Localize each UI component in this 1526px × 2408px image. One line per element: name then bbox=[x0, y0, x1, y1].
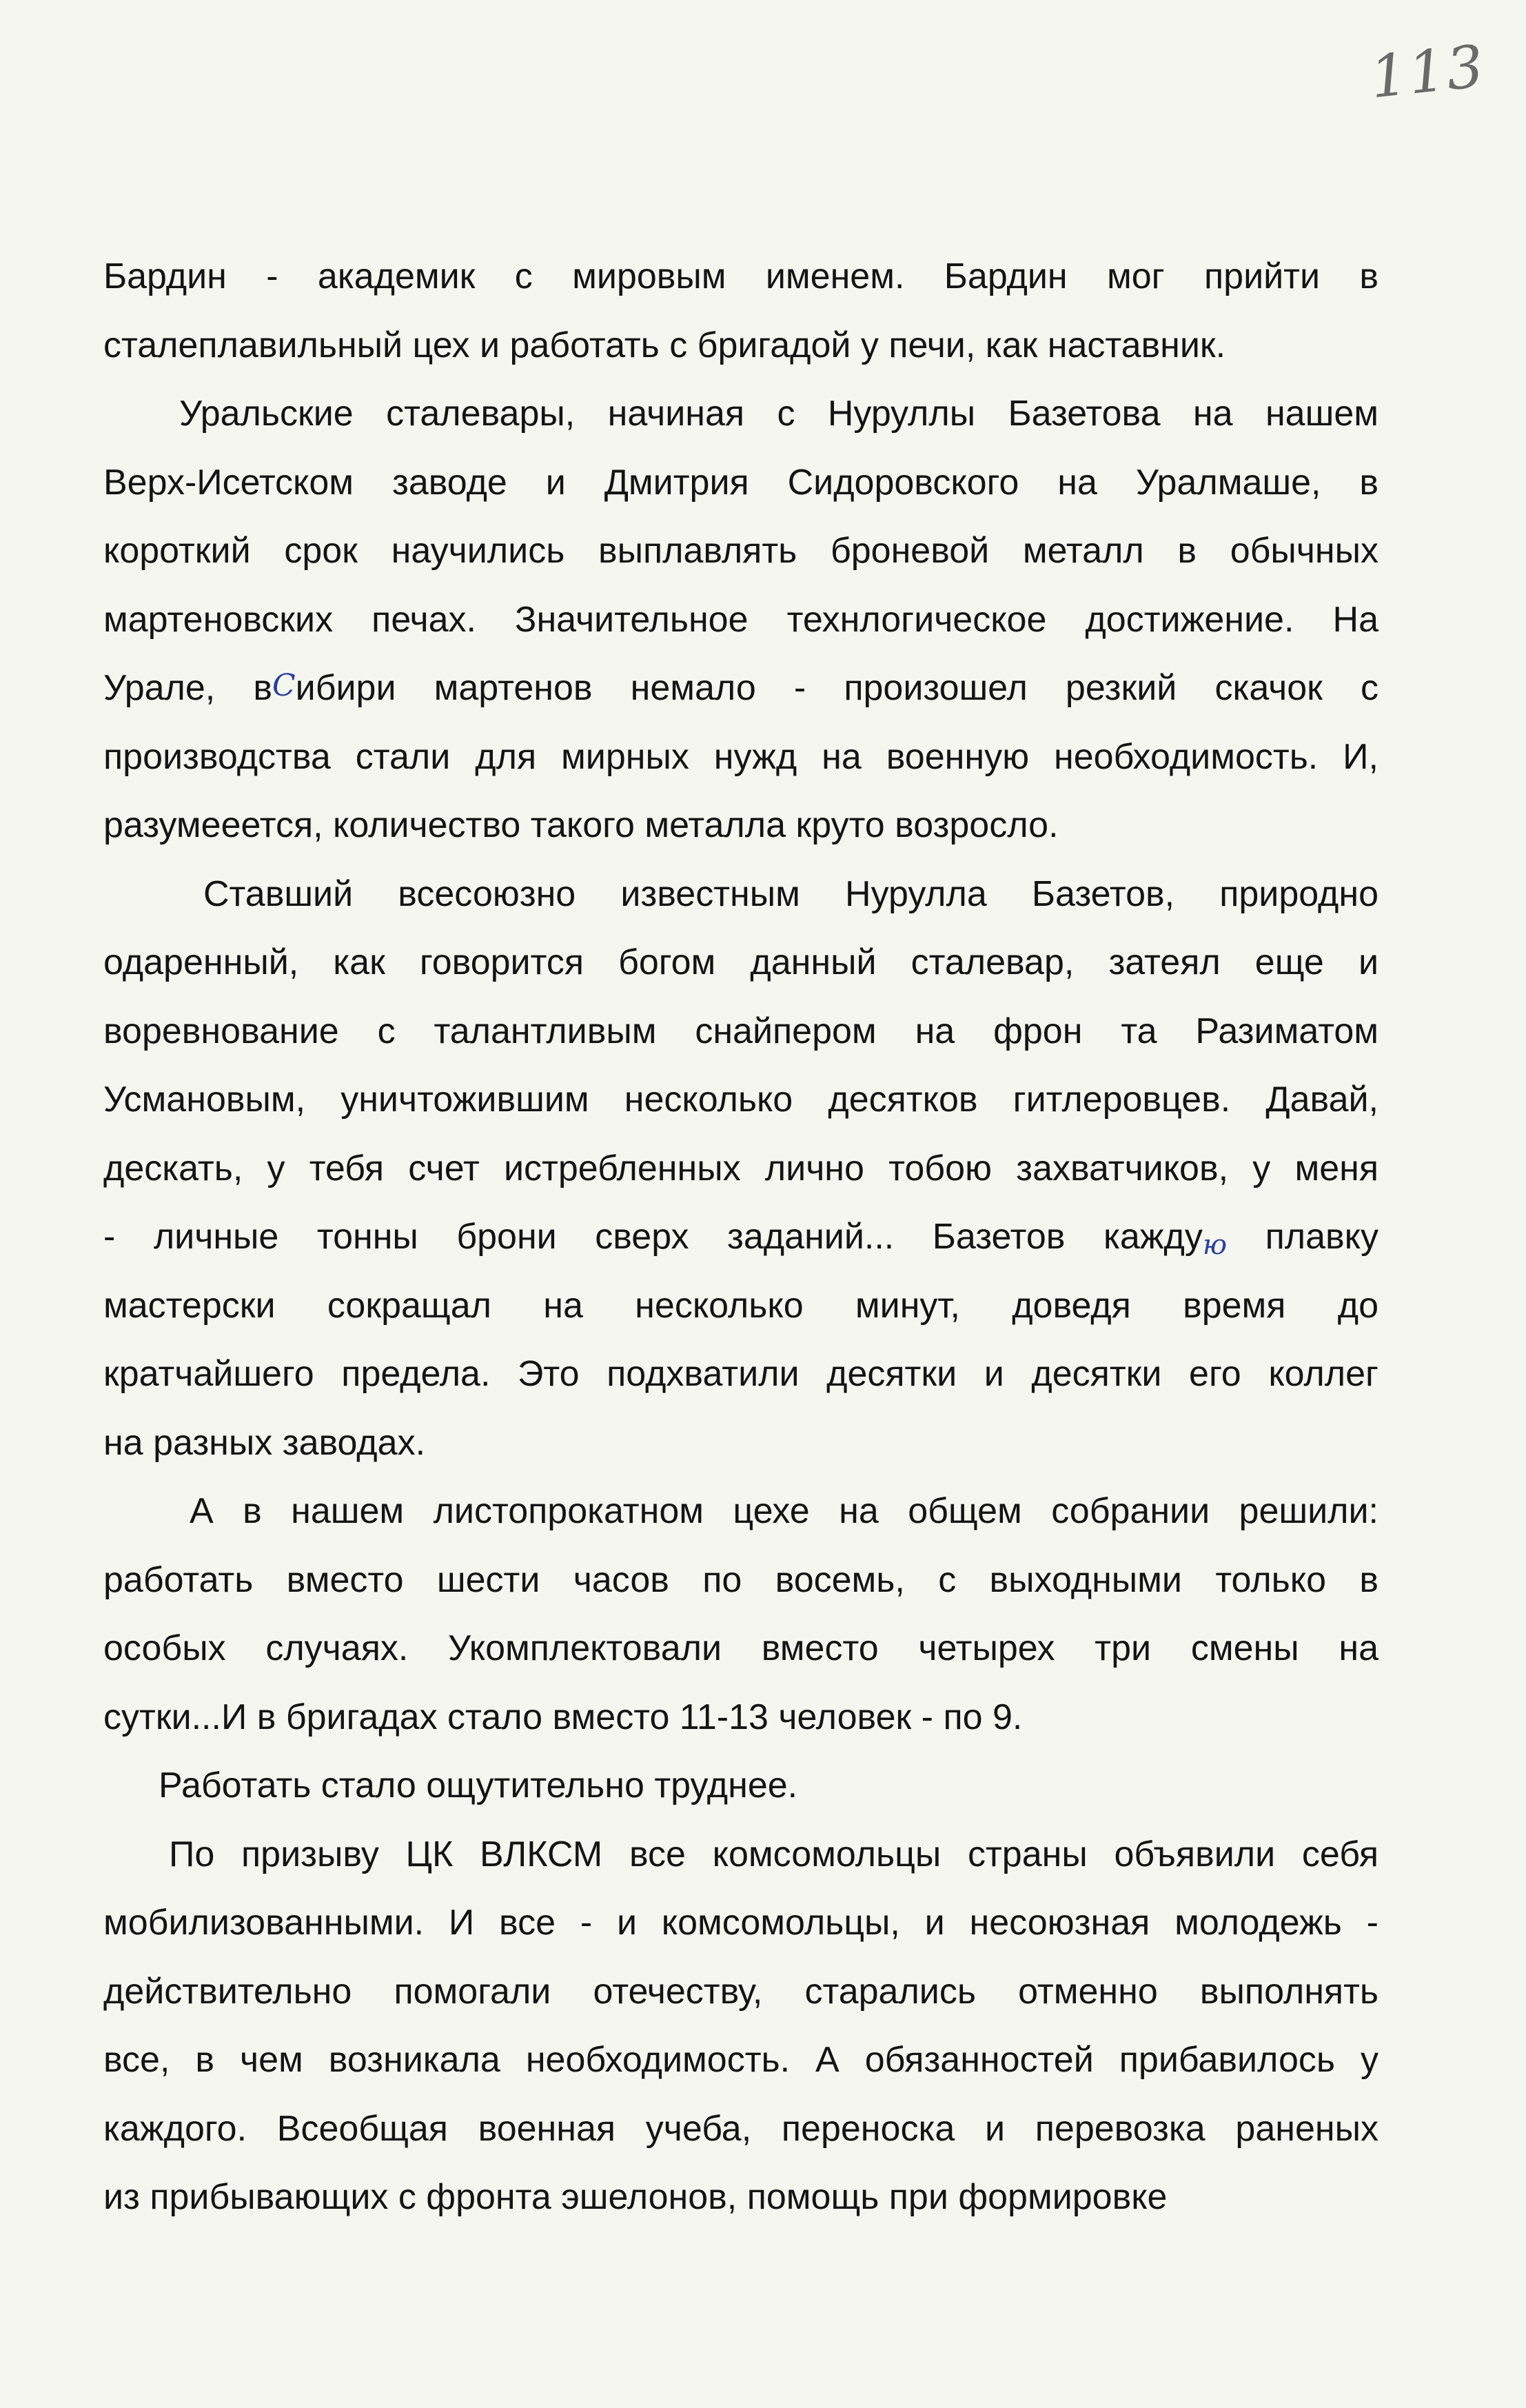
text-line: дескать, у тебя счет истребленных лично тобою захватчиков, у меня bbox=[103, 1148, 1379, 1188]
text-line: кратчайшего предела. Это подхватили десятки и десятки его коллег bbox=[103, 1354, 1379, 1394]
text-line: мастерски сокращал на несколько минут, доведя время до bbox=[103, 1285, 1379, 1326]
text-line: работать вместо шести часов по восемь, с выходными только в bbox=[103, 1559, 1379, 1600]
paragraph-first-line: По призыву ЦК ВЛКСМ все комсомольцы страны объявили себя bbox=[169, 1834, 1379, 1874]
text-line: на разных заводах. bbox=[103, 1422, 426, 1463]
text-line: короткий срок научились выплавлять броневой металл в обычных bbox=[103, 531, 1379, 571]
text-line: мартеновских печах. Значительное технлогическое достижение. На bbox=[103, 599, 1379, 640]
handwritten-correction: ю bbox=[1202, 1229, 1228, 1261]
text-line-with-correction bbox=[103, 1203, 1379, 1272]
text-line-with-correction bbox=[103, 654, 1379, 723]
text-line: сталеплавильный цех и работать с бригадой у печи, как наставник. bbox=[103, 325, 1226, 365]
text-line: действительно помогали отечеству, старались отменно выполнять bbox=[103, 1971, 1379, 2012]
line-segment: - личные тонны брони сверх заданий... Базетов кажду bbox=[103, 1217, 1203, 1257]
line-segment: ибири мартенов немало - произошел резкий скачок с bbox=[295, 668, 1379, 708]
text-line: особых случаях. Укомплектовали вместо четырех три смены на bbox=[103, 1628, 1379, 1668]
text-line: каждого. Всеобщая военная учеба, переноска и перевозка раненых bbox=[103, 2108, 1379, 2149]
text-line: Верх-Исетском заводе и Дмитрия Сидоровского на Уралмаше, в bbox=[103, 462, 1379, 503]
text-line: производства стали для мирных нужд на военную необходимость. И, bbox=[103, 736, 1379, 777]
line-segment: плавку bbox=[1227, 1217, 1379, 1257]
text-line: сутки...И в бригадах стало вместо 11-13 человек - по 9. bbox=[103, 1697, 1023, 1737]
line-segment: Урале, в bbox=[103, 668, 272, 708]
text-line: все, в чем возникала необходимость. А обязанностей прибавилось у bbox=[103, 2040, 1379, 2080]
text-line: воревнование с талантливым снайпером на фрон та Разиматом bbox=[103, 1011, 1379, 1051]
paragraph-first-line: Ставший всесоюзно известным Нурулла Базетов, природно bbox=[203, 873, 1379, 914]
text-line: Усмановым, уничтожившим несколько десятков гитлеровцев. Давай, bbox=[103, 1080, 1379, 1120]
text-body bbox=[103, 243, 1379, 2232]
text-line: одаренный, как говорится богом данный сталевар, затеял еще и bbox=[103, 942, 1379, 982]
paragraph-first-line: Работать стало ощутительно труднее. bbox=[159, 1765, 798, 1805]
text-line: разумееется, количество такого металла круто возросло. bbox=[103, 805, 1059, 845]
handwritten-correction: С bbox=[272, 668, 296, 703]
paragraph-first-line: А в нашем листопрокатном цехе на общем собрании решили: bbox=[190, 1491, 1379, 1531]
paragraph-first-line: Уральские сталевары, начиная с Нуруллы Базетова на нашем bbox=[179, 394, 1379, 434]
text-line: из прибывающих с фронта эшелонов, помощь при формировке bbox=[103, 2177, 1168, 2217]
text-line: Бардин - академик с мировым именем. Бардин мог прийти в bbox=[103, 256, 1379, 296]
text-line: мобилизованными. И все - и комсомольцы, и несоюзная молодежь - bbox=[103, 1903, 1379, 1943]
handwritten-page-number: 113 bbox=[1366, 32, 1488, 112]
